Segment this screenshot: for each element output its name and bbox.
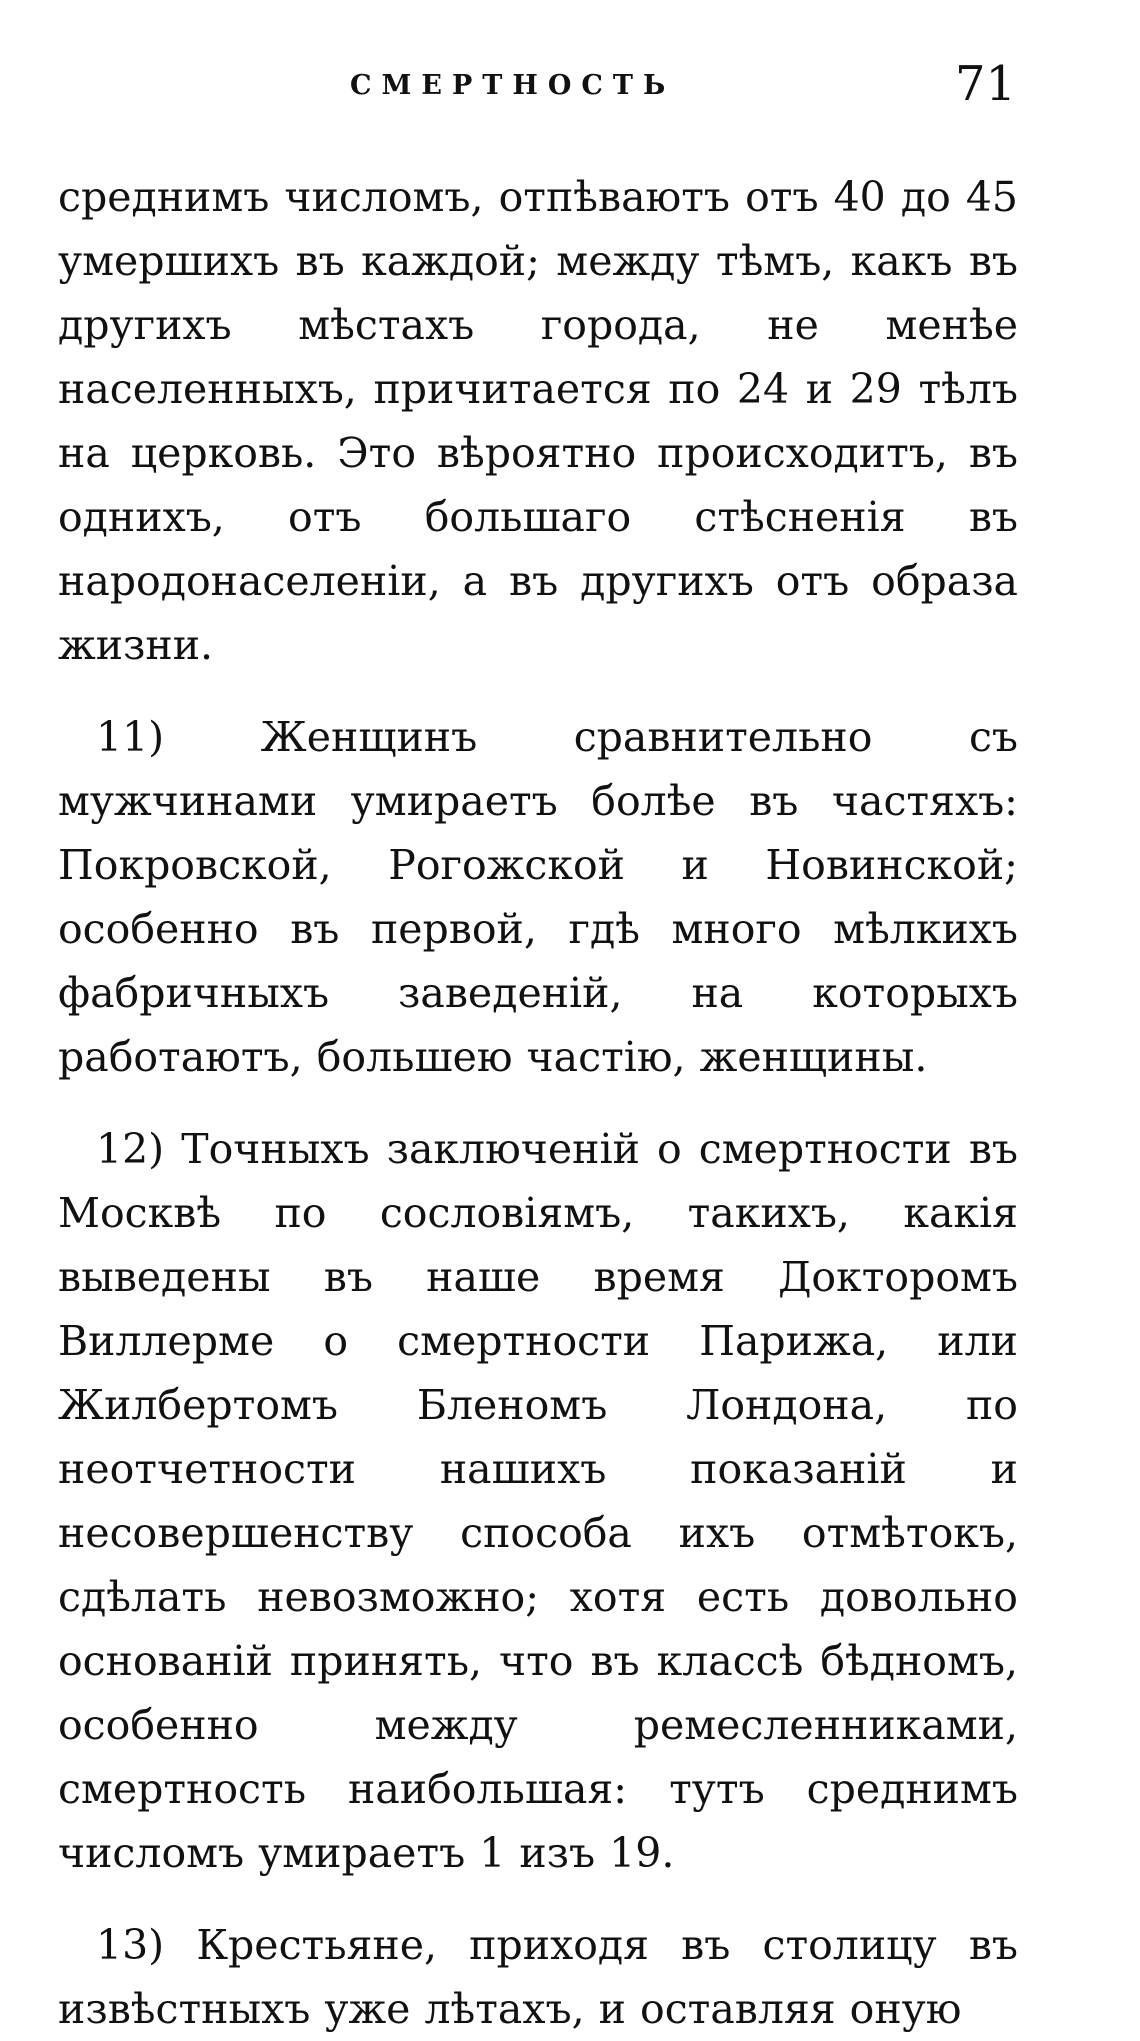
body-text [58,165,1018,2041]
paragraph-continuation: среднимъ числомъ, отпѣваютъ отъ 40 до 45 умершихъ въ каждой; между тѣмъ, какъ въ другихъ мѣстахъ города, не менѣе населенныхъ, причитается по 24 и 29 тѣлъ на церковь. Это вѣроятно происходитъ, въ однихъ, отъ большаго стѣсненія въ народонаселеніи, а въ другихъ отъ образа жизни. [58,173,1018,669]
page-number: 71 [955,56,1017,112]
paragraph-item-11: 11) Женщинъ сравнительно съ мужчинами умираетъ болѣе въ частяхъ: Покровской, Рогожской и Новинской; особенно въ первой, гдѣ много мѣлкихъ фабричныхъ заведеній, на которыхъ работаютъ, большею частію, женщины. [58,713,1018,1081]
paragraph-item-13: 13) Крестьяне, приходя въ столицу въ извѣстныхъ уже лѣтахъ, и оставляя оную [58,1921,1018,2033]
running-header-title: СМЕРТНОСТЬ [350,70,676,101]
paragraph-item-12: 12) Точныхъ заключеній о смертности въ Москвѣ по сословіямъ, такихъ, какія выведены въ наше время Докторомъ Виллерме о смертности Парижа, или Жилбертомъ Бленомъ Лондона, по неотчетности нашихъ показаній и несовершенству способа ихъ отмѣтокъ, сдѣлать невозможно; хотя есть довольно основаній принять, что въ классѣ бѣдномъ, особенно между ремесленниками, смертность наибольшая: тутъ среднимъ числомъ умираетъ 1 изъ 19. [58,1125,1018,1877]
